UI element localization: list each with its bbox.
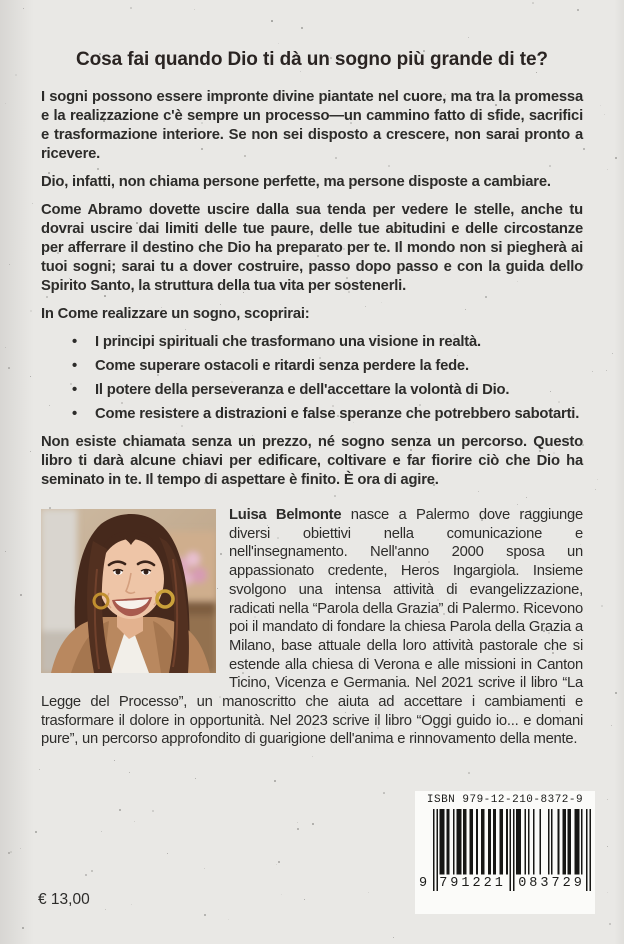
- list-item: [41, 405, 583, 424]
- barcode-panel: [415, 791, 595, 914]
- author-name: Luisa Belmonte: [229, 507, 342, 523]
- barcode-digit-first: 9: [419, 876, 428, 891]
- price-label: € 13,00: [38, 891, 90, 908]
- author-section: [41, 506, 583, 749]
- barcode-wrap: [419, 809, 591, 910]
- author-bio-text: nasce a Palermo dove raggiunge diversi obiettivi nella comunicazione e nell'insegnamento. Nell'anno 2000 sposa un appassionato credente, Heros Ingargiola. Insieme svolgono una intensa attività di evangelizzazione, radicati nella “Parola della Grazia” di Palermo. Ricevono poi il mandato di fondare la chiesa Parola della Grazia a Milano, base attuale della loro attività pastorale che si estende alla chiesa di Verona e alle missioni in Canton Ticino, Vicenza e Germania. Nel 2021 scrive il libro “La Legge del Processo”, un manoscritto che aiuta ad accettare i cambiamenti e trasformare il dolore in opportunità. Nel 2023 scrive il libro “Oggi guido io... e domani pure”, un percorso approfondito di guarigione dell'anima e rinnovamento della mente.: [41, 507, 583, 748]
- author-bio: [41, 506, 583, 749]
- closing-paragraph: Non esiste chiamata senza un prezzo, né sogno senza un percorso. Questo libro ti darà alcune chiavi per edificare, coltivare e far fiorire ciò che Dio ha seminato in te. Il tempo di aspettare è finito. È ora di agire.: [41, 434, 583, 488]
- author-portrait-illustration: [41, 509, 216, 673]
- book-title: Come realizzare un sogno: [57, 306, 237, 322]
- list-item: [41, 381, 583, 400]
- headline: Cosa fai quando Dio ti dà un sogno più grande di te?: [76, 49, 548, 70]
- features-list: [41, 333, 583, 424]
- list-item: [41, 333, 583, 352]
- barcode-digits-right: 083729: [518, 876, 585, 891]
- list-intro: [41, 305, 583, 324]
- paragraph-abramo: Come Abramo dovette uscire dalla sua tenda per vedere le stelle, anche tu dovrai uscire dai limiti delle tue paure, delle tue abitudini e delle circostanze per afferrare il destino che Dio ha preparato per te. Il mondo non si piegherà ai tuoi sogni; sarai tu a dover costruire, passo dopo passo e con la guida dello Spirito Santo, la struttura della tua vita per sostenerli.: [41, 202, 583, 294]
- list-intro-suffix: , scoprirai:: [236, 306, 310, 322]
- list-item-text: I principi spirituali che trasformano una visione in realtà.: [95, 334, 481, 350]
- author-photo: [41, 509, 216, 673]
- barcode-digits-left: 791221: [439, 876, 506, 891]
- list-item-text: Come superare ostacoli e ritardi senza perdere la fede.: [95, 358, 469, 374]
- paragraph-god-calls: Dio, infatti, non chiama persone perfette, ma persone disposte a cambiare.: [41, 174, 551, 190]
- list-intro-prefix: In: [41, 306, 58, 322]
- isbn-label: ISBN 979-12-210-8372-9: [426, 794, 584, 806]
- list-item: [41, 357, 583, 376]
- paragraph-dreams: I sogni possono essere impronte divine piantate nel cuore, ma tra la promessa e la realizzazione c'è sempre un processo—un cammino fatto di sfide, sacrifici e trasformazione interiore. Se non sei disposto a crescere, non sarai pronto a ricevere.: [41, 89, 583, 162]
- list-item-text: Come resistere a distrazioni e false speranze che potrebbero sabotarti.: [95, 406, 580, 422]
- list-item-text: Il potere della perseveranza e dell'accettare la volontà di Dio.: [95, 382, 510, 398]
